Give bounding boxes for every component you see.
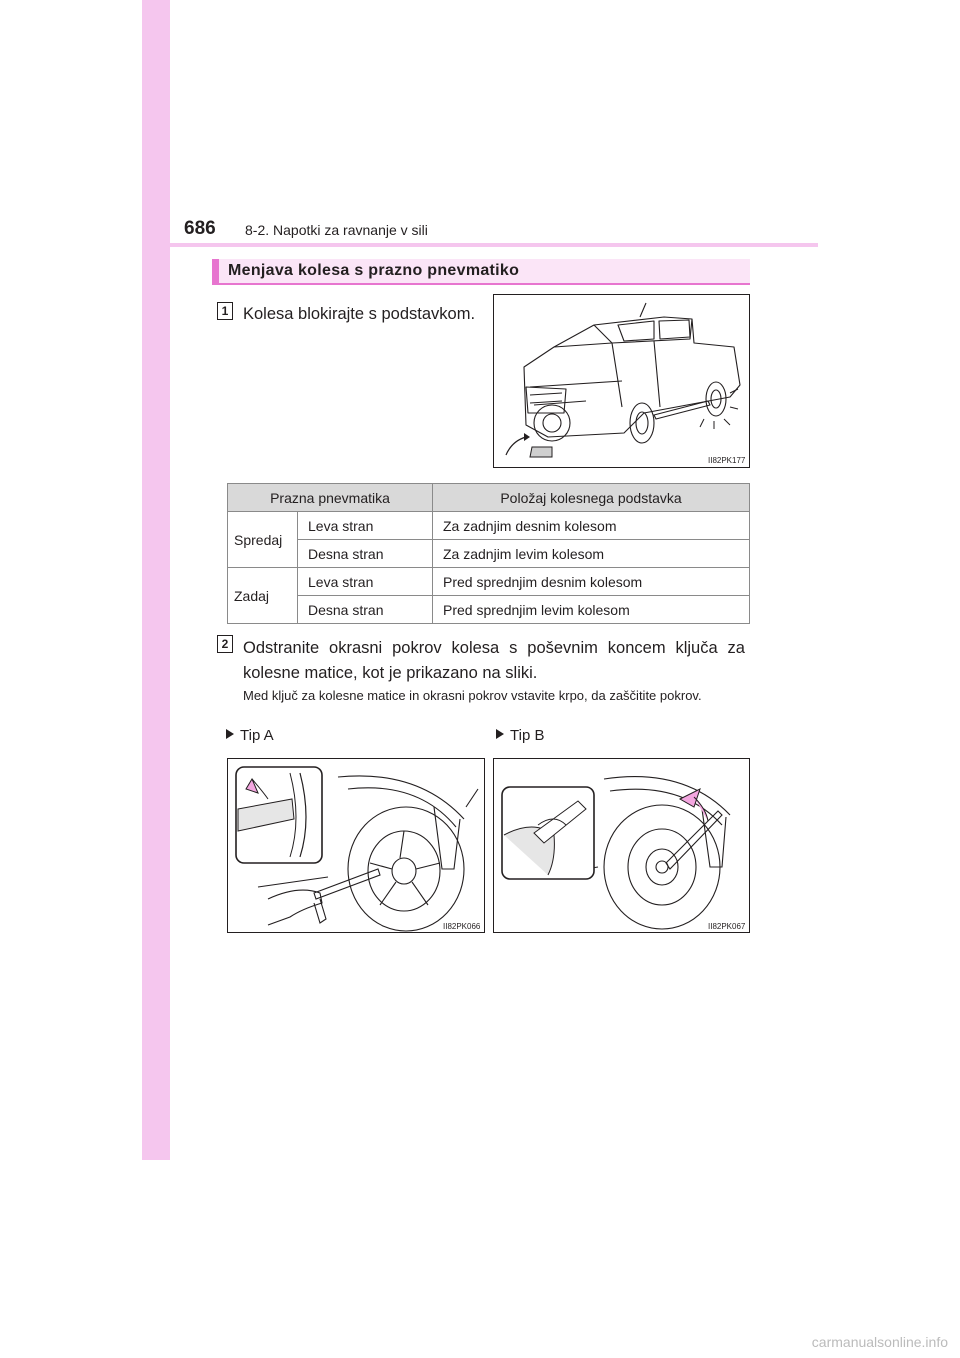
page-number: 686: [184, 218, 216, 239]
table-cell-group: Zadaj: [228, 568, 298, 624]
table-row: [228, 512, 750, 540]
step-number-1: 1: [217, 302, 233, 320]
table-cell: Za zadnjim desnim kolesom: [433, 512, 750, 540]
tip-b-label: [496, 727, 544, 744]
triangle-bullet-icon: [496, 729, 504, 739]
truck-illustration: [494, 295, 750, 468]
table-row: [228, 568, 750, 596]
wheel-cap-tip-a-illustration: [228, 759, 485, 933]
table-header-row: [228, 484, 750, 512]
table-cell: Leva stran: [298, 568, 433, 596]
table-row: [228, 540, 750, 568]
tip-label: Tip A: [240, 727, 274, 744]
tip-label: Tip B: [510, 727, 545, 744]
table-cell: Desna stran: [298, 596, 433, 624]
step2-note: Med ključ za kolesne matice in okrasni pokrov vstavite krpo, da zaščitite pokrov.: [243, 688, 702, 703]
table-row: [228, 596, 750, 624]
tip-a-label: [226, 727, 274, 744]
figure-code: II82PK066: [443, 922, 481, 931]
section-title: 8-2. Napotki za ravnanje v sili: [245, 222, 428, 238]
triangle-bullet-icon: [226, 729, 234, 739]
step2-text: Odstranite okrasni pokrov kolesa s poševnim koncem ključa za kolesne matice, kot je prikazano na sliki.: [243, 639, 745, 682]
page-title: Menjava kolesa s prazno pnevmatiko: [228, 262, 520, 279]
table-header-cell: Prazna pnevmatika: [228, 484, 433, 512]
side-bar: [142, 0, 170, 1160]
table-cell: Desna stran: [298, 540, 433, 568]
table-cell: Za zadnjim levim kolesom: [433, 540, 750, 568]
figure-code: II82PK067: [708, 922, 746, 931]
table-cell: Pred sprednjim levim kolesom: [433, 596, 750, 624]
table-cell: Leva stran: [298, 512, 433, 540]
figure-truck-chock: [493, 294, 750, 468]
watermark: carmanualsonline.info: [811, 1334, 948, 1350]
figure-tip-b: [493, 758, 750, 933]
header-rule: [142, 243, 818, 247]
figure-tip-a: [227, 758, 485, 933]
wheel-cap-tip-b-illustration: [494, 759, 750, 933]
table-cell-group: Spredaj: [228, 512, 298, 568]
step-number-2: 2: [217, 635, 233, 653]
figure-code: II82PK177: [708, 456, 746, 465]
table-cell: Pred sprednjim desnim kolesom: [433, 568, 750, 596]
step1-text: Kolesa blokirajte s podstavkom.: [243, 305, 476, 323]
table-header-cell: Položaj kolesnega podstavka: [433, 484, 750, 512]
chock-position-table: [227, 483, 750, 624]
title-box: [212, 259, 750, 285]
